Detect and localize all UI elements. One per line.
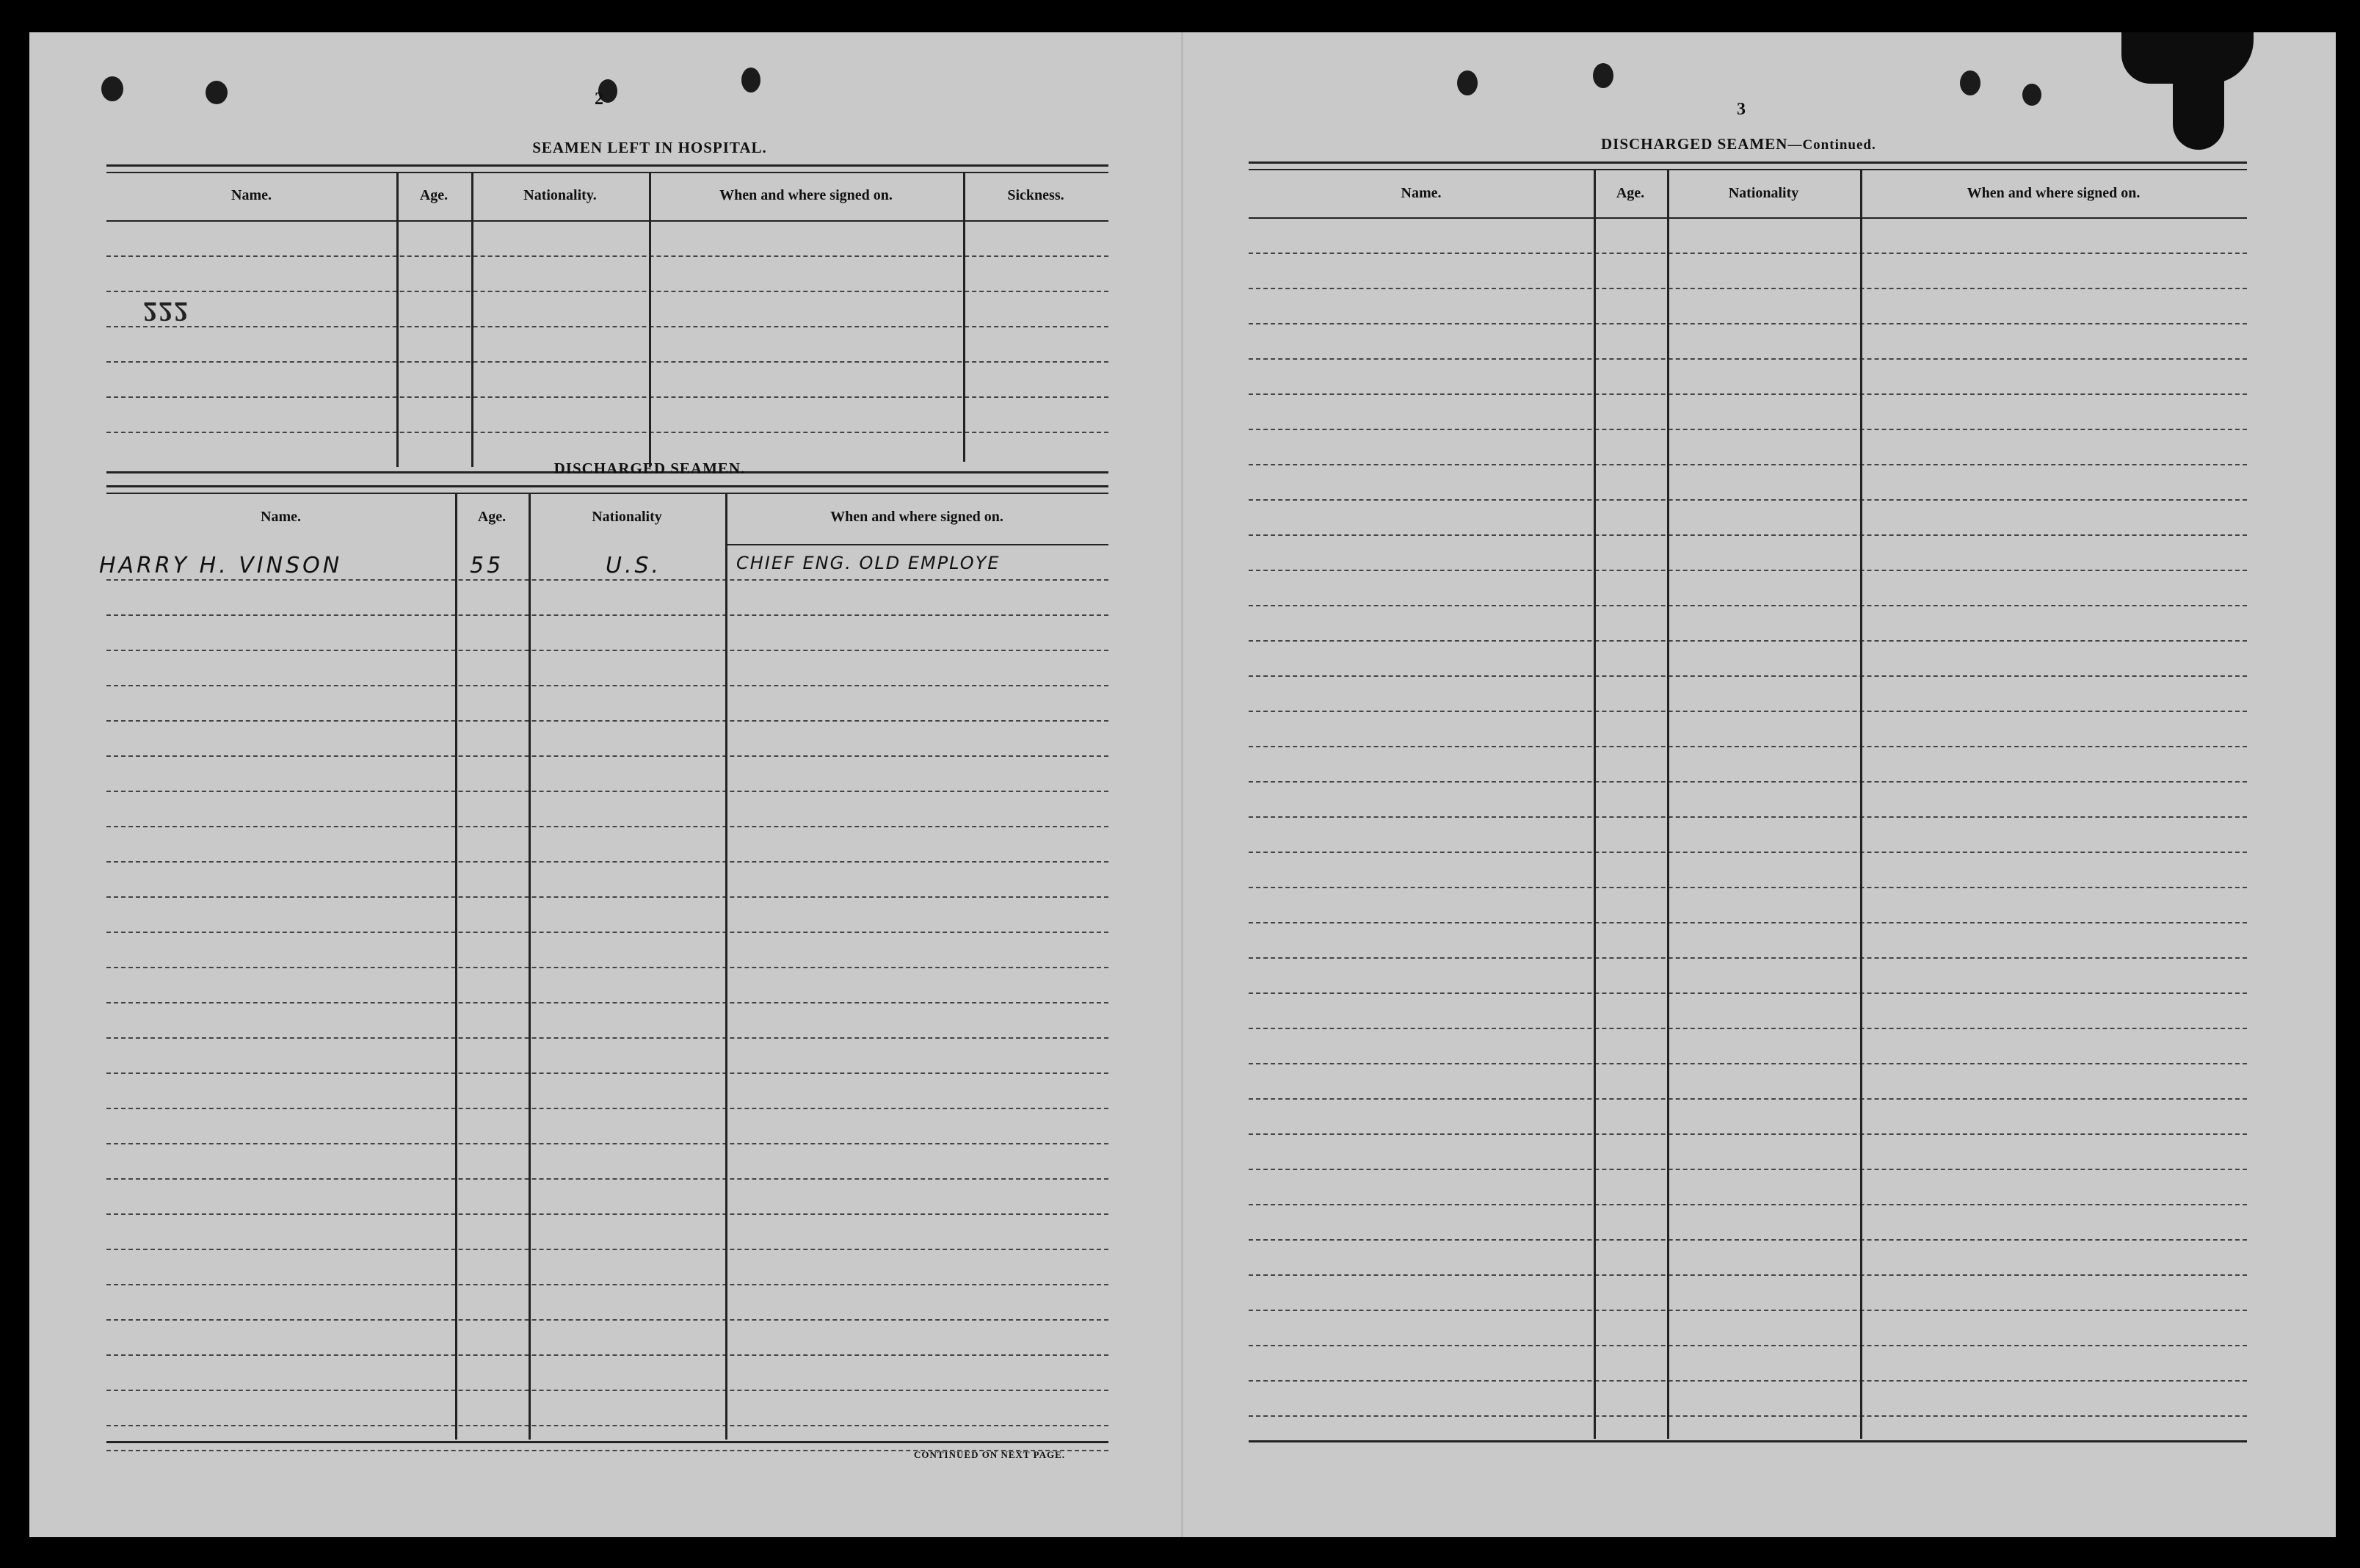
- col-header-signed-on: When and where signed on.: [719, 186, 893, 203]
- continued-note: CONTINUED ON NEXT PAGE.: [914, 1449, 1065, 1460]
- discharged-title-suffix: —Continued.: [1787, 137, 1876, 153]
- col-header-age: Age.: [1616, 184, 1645, 201]
- discharged-title: DISCHARGED SEAMEN.: [553, 460, 746, 477]
- col-header-name: Name.: [231, 186, 272, 203]
- col-header-nationality: Nationality.: [523, 186, 597, 203]
- discharged-continued-title: [1601, 135, 1876, 153]
- hospital-rows: [106, 220, 1108, 470]
- col-header-name: Name.: [1401, 184, 1442, 201]
- hospital-title: SEAMEN LEFT IN HOSPITAL.: [532, 139, 767, 156]
- col-header-nationality: Nationality: [592, 508, 662, 525]
- hospital-table: [106, 164, 1108, 480]
- page-number: 3: [1737, 100, 1746, 119]
- discharged-continued-table: [1249, 161, 2247, 1476]
- entry-signed-on: CHIEF ENG. OLD EMPLOYE: [736, 553, 1001, 573]
- document-sheet: [29, 32, 2336, 1537]
- col-header-signed-on: When and where signed on.: [1967, 184, 2141, 201]
- discharged-title-main: DISCHARGED SEAMEN: [1601, 135, 1788, 153]
- discharged-continued-header: [1249, 170, 2247, 216]
- col-header-age: Age.: [419, 186, 449, 203]
- register-stamp: 222: [143, 296, 189, 327]
- right-page: [1183, 32, 2336, 1537]
- discharged-table: [99, 485, 1108, 1473]
- col-header-sickness: Sickness.: [1007, 186, 1064, 203]
- discharged-rows: [106, 544, 1108, 1454]
- col-header-signed-on: When and where signed on.: [830, 508, 1003, 525]
- col-header-age: Age.: [477, 508, 507, 525]
- entry-age: 55: [470, 553, 504, 578]
- discharged-continued-rows: [1249, 217, 2247, 1458]
- discharged-table-header: [106, 494, 1108, 540]
- col-header-nationality: Nationality: [1728, 184, 1799, 201]
- page-number: 2: [595, 90, 603, 109]
- entry-nationality: U.S.: [606, 553, 662, 578]
- col-header-name: Name.: [261, 508, 301, 525]
- entry-name: HARRY H. VINSON: [99, 553, 343, 578]
- hospital-table-header: [106, 173, 1108, 217]
- left-page: [29, 32, 1183, 1537]
